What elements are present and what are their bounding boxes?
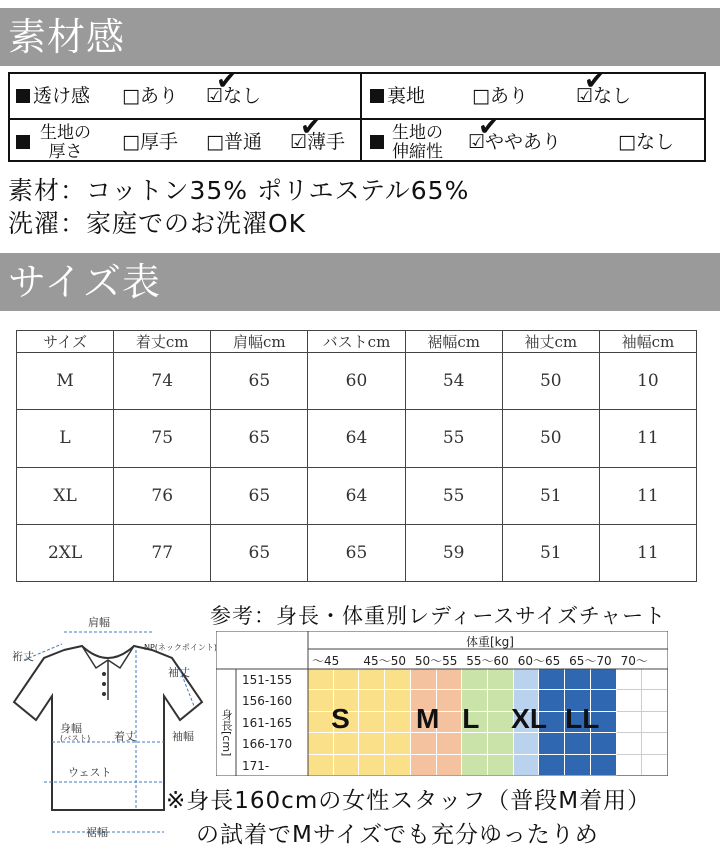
table-cell: 2XL [17, 524, 114, 581]
table-cell: 65 [308, 524, 405, 581]
body-size-chart [216, 631, 668, 776]
thickness-option-thick: □厚手 [122, 131, 178, 153]
header-shoulder: 肩幅cm [211, 331, 308, 353]
weight-range-label: 70～ [620, 654, 648, 668]
stretch-square [370, 130, 387, 154]
check-mark-icon: ✔ [478, 112, 500, 142]
table-row [17, 524, 697, 581]
washing-instructions: 洗濯：家庭でのお洗濯OK [8, 209, 307, 238]
table-cell: 64 [308, 410, 405, 467]
grid-divider-vertical [360, 74, 362, 160]
weight-range-label: 55～60 [466, 654, 509, 668]
table-cell: 65 [211, 467, 308, 524]
height-range-label: 156-160 [242, 694, 293, 709]
table-row [17, 467, 697, 524]
table-cell: 65 [211, 524, 308, 581]
table-cell: 51 [502, 467, 599, 524]
thickness-label: 生地の 厚さ [40, 123, 91, 162]
grid-divider-horizontal [10, 118, 704, 120]
size-zone-label: L [462, 703, 480, 735]
table-cell: 76 [114, 467, 211, 524]
table-cell: 65 [211, 353, 308, 410]
lining-row [370, 84, 425, 108]
header-length: 着丈cm [114, 331, 211, 353]
table-cell: 55 [405, 410, 502, 467]
table-row [17, 410, 697, 467]
black-square-icon [16, 89, 30, 103]
black-square-icon [16, 135, 30, 149]
label-waist: ウェスト [68, 766, 112, 779]
table-cell: 54 [405, 353, 502, 410]
header-bust: バストcm [308, 331, 405, 353]
table-cell: 75 [114, 410, 211, 467]
height-axis-label: 身長[cm] [220, 709, 233, 757]
size-table [16, 330, 697, 582]
black-square-icon [370, 135, 384, 149]
size-zone-label: S [331, 703, 350, 735]
height-range-label: 166-170 [242, 737, 293, 752]
table-cell: 11 [599, 410, 696, 467]
table-cell: L [17, 410, 114, 467]
label-sleeve-total: 裄丈 [12, 650, 34, 663]
header-sleeve-width: 袖幅cm [599, 331, 696, 353]
size-table-header-row [17, 331, 697, 353]
weight-range-label: 50～55 [414, 654, 458, 668]
material-grid [8, 66, 706, 162]
weight-range-label: 60～65 [517, 654, 561, 668]
stretch-label: 生地の 伸縮性 [392, 123, 443, 162]
thickness-option-normal: □普通 [206, 131, 262, 153]
weight-range-label: 45～50 [363, 654, 406, 668]
transparency-label: 透け感 [33, 85, 91, 107]
table-row [17, 353, 697, 410]
check-mark-icon: ✔ [216, 66, 238, 96]
lining-option-no: ☑なし [576, 85, 632, 107]
table-cell: 50 [502, 410, 599, 467]
header-size: サイズ [17, 331, 114, 353]
weight-range-label: ～45 [312, 654, 340, 668]
check-mark-icon: ✔ [300, 112, 322, 142]
size-zone-label: XL [511, 703, 547, 735]
label-shoulder: 肩幅 [88, 616, 110, 629]
label-sleeve-width: 袖幅 [172, 730, 194, 743]
lining-label: 裏地 [387, 85, 426, 107]
note-line-1: ※身長160cmの女性スタッフ（普段M着用） [166, 788, 652, 814]
height-range-label: 161-165 [242, 715, 293, 730]
check-mark-icon: ✔ [584, 66, 606, 96]
table-cell: 74 [114, 353, 211, 410]
size-zone-label: M [416, 703, 440, 735]
table-cell: 60 [308, 353, 405, 410]
size-section-title: サイズ表 [0, 253, 720, 311]
lining-option-yes: □あり [472, 85, 528, 107]
table-cell: M [17, 353, 114, 410]
label-bust-sub: (バスト) [60, 734, 91, 743]
table-cell: 64 [308, 467, 405, 524]
label-bust: 身幅 [60, 722, 82, 735]
header-hem: 裾幅cm [405, 331, 502, 353]
black-square-icon [370, 89, 384, 103]
size-zone-label: LL [565, 703, 600, 735]
stretch-option-none: □なし [618, 131, 674, 153]
transparency-option-yes: □あり [122, 85, 178, 107]
table-cell: 11 [599, 467, 696, 524]
thickness-option-thin: ☑薄手 [290, 131, 346, 153]
chart-grid-lines [216, 631, 668, 776]
stretch-option-some: ☑ややあり [468, 131, 562, 153]
height-range-label: 171- [242, 758, 270, 773]
thickness-square [16, 130, 33, 154]
height-range-label: 151-155 [242, 673, 293, 687]
table-cell: XL [17, 467, 114, 524]
size-chart-reference-title: 参考：身長・体重別レディースサイズチャート [210, 604, 667, 628]
transparency-option-no: ☑なし [206, 85, 262, 107]
weight-axis-label: 体重[kg] [466, 635, 514, 649]
weight-range-label: 65～70 [569, 654, 612, 668]
label-hem: 裾幅 [86, 826, 108, 839]
note-line-2: の試着でMサイズでも充分ゆったりめ [196, 822, 599, 848]
table-cell: 10 [599, 353, 696, 410]
table-cell: 50 [502, 353, 599, 410]
label-sleeve-length: 袖丈 [168, 666, 190, 679]
header-sleeve-length: 袖丈cm [502, 331, 599, 353]
table-cell: 11 [599, 524, 696, 581]
table-cell: 55 [405, 467, 502, 524]
table-cell: 51 [502, 524, 599, 581]
table-cell: 59 [405, 524, 502, 581]
table-cell: 65 [211, 410, 308, 467]
label-length: 着丈 [114, 730, 136, 743]
material-section-title: 素材感 [0, 8, 720, 66]
table-cell: 77 [114, 524, 211, 581]
material-composition: 素材：コットン35% ポリエステル65% [8, 176, 470, 205]
label-neck-point: NP(ネックポイント) [144, 643, 218, 652]
transparency-row [16, 84, 90, 108]
